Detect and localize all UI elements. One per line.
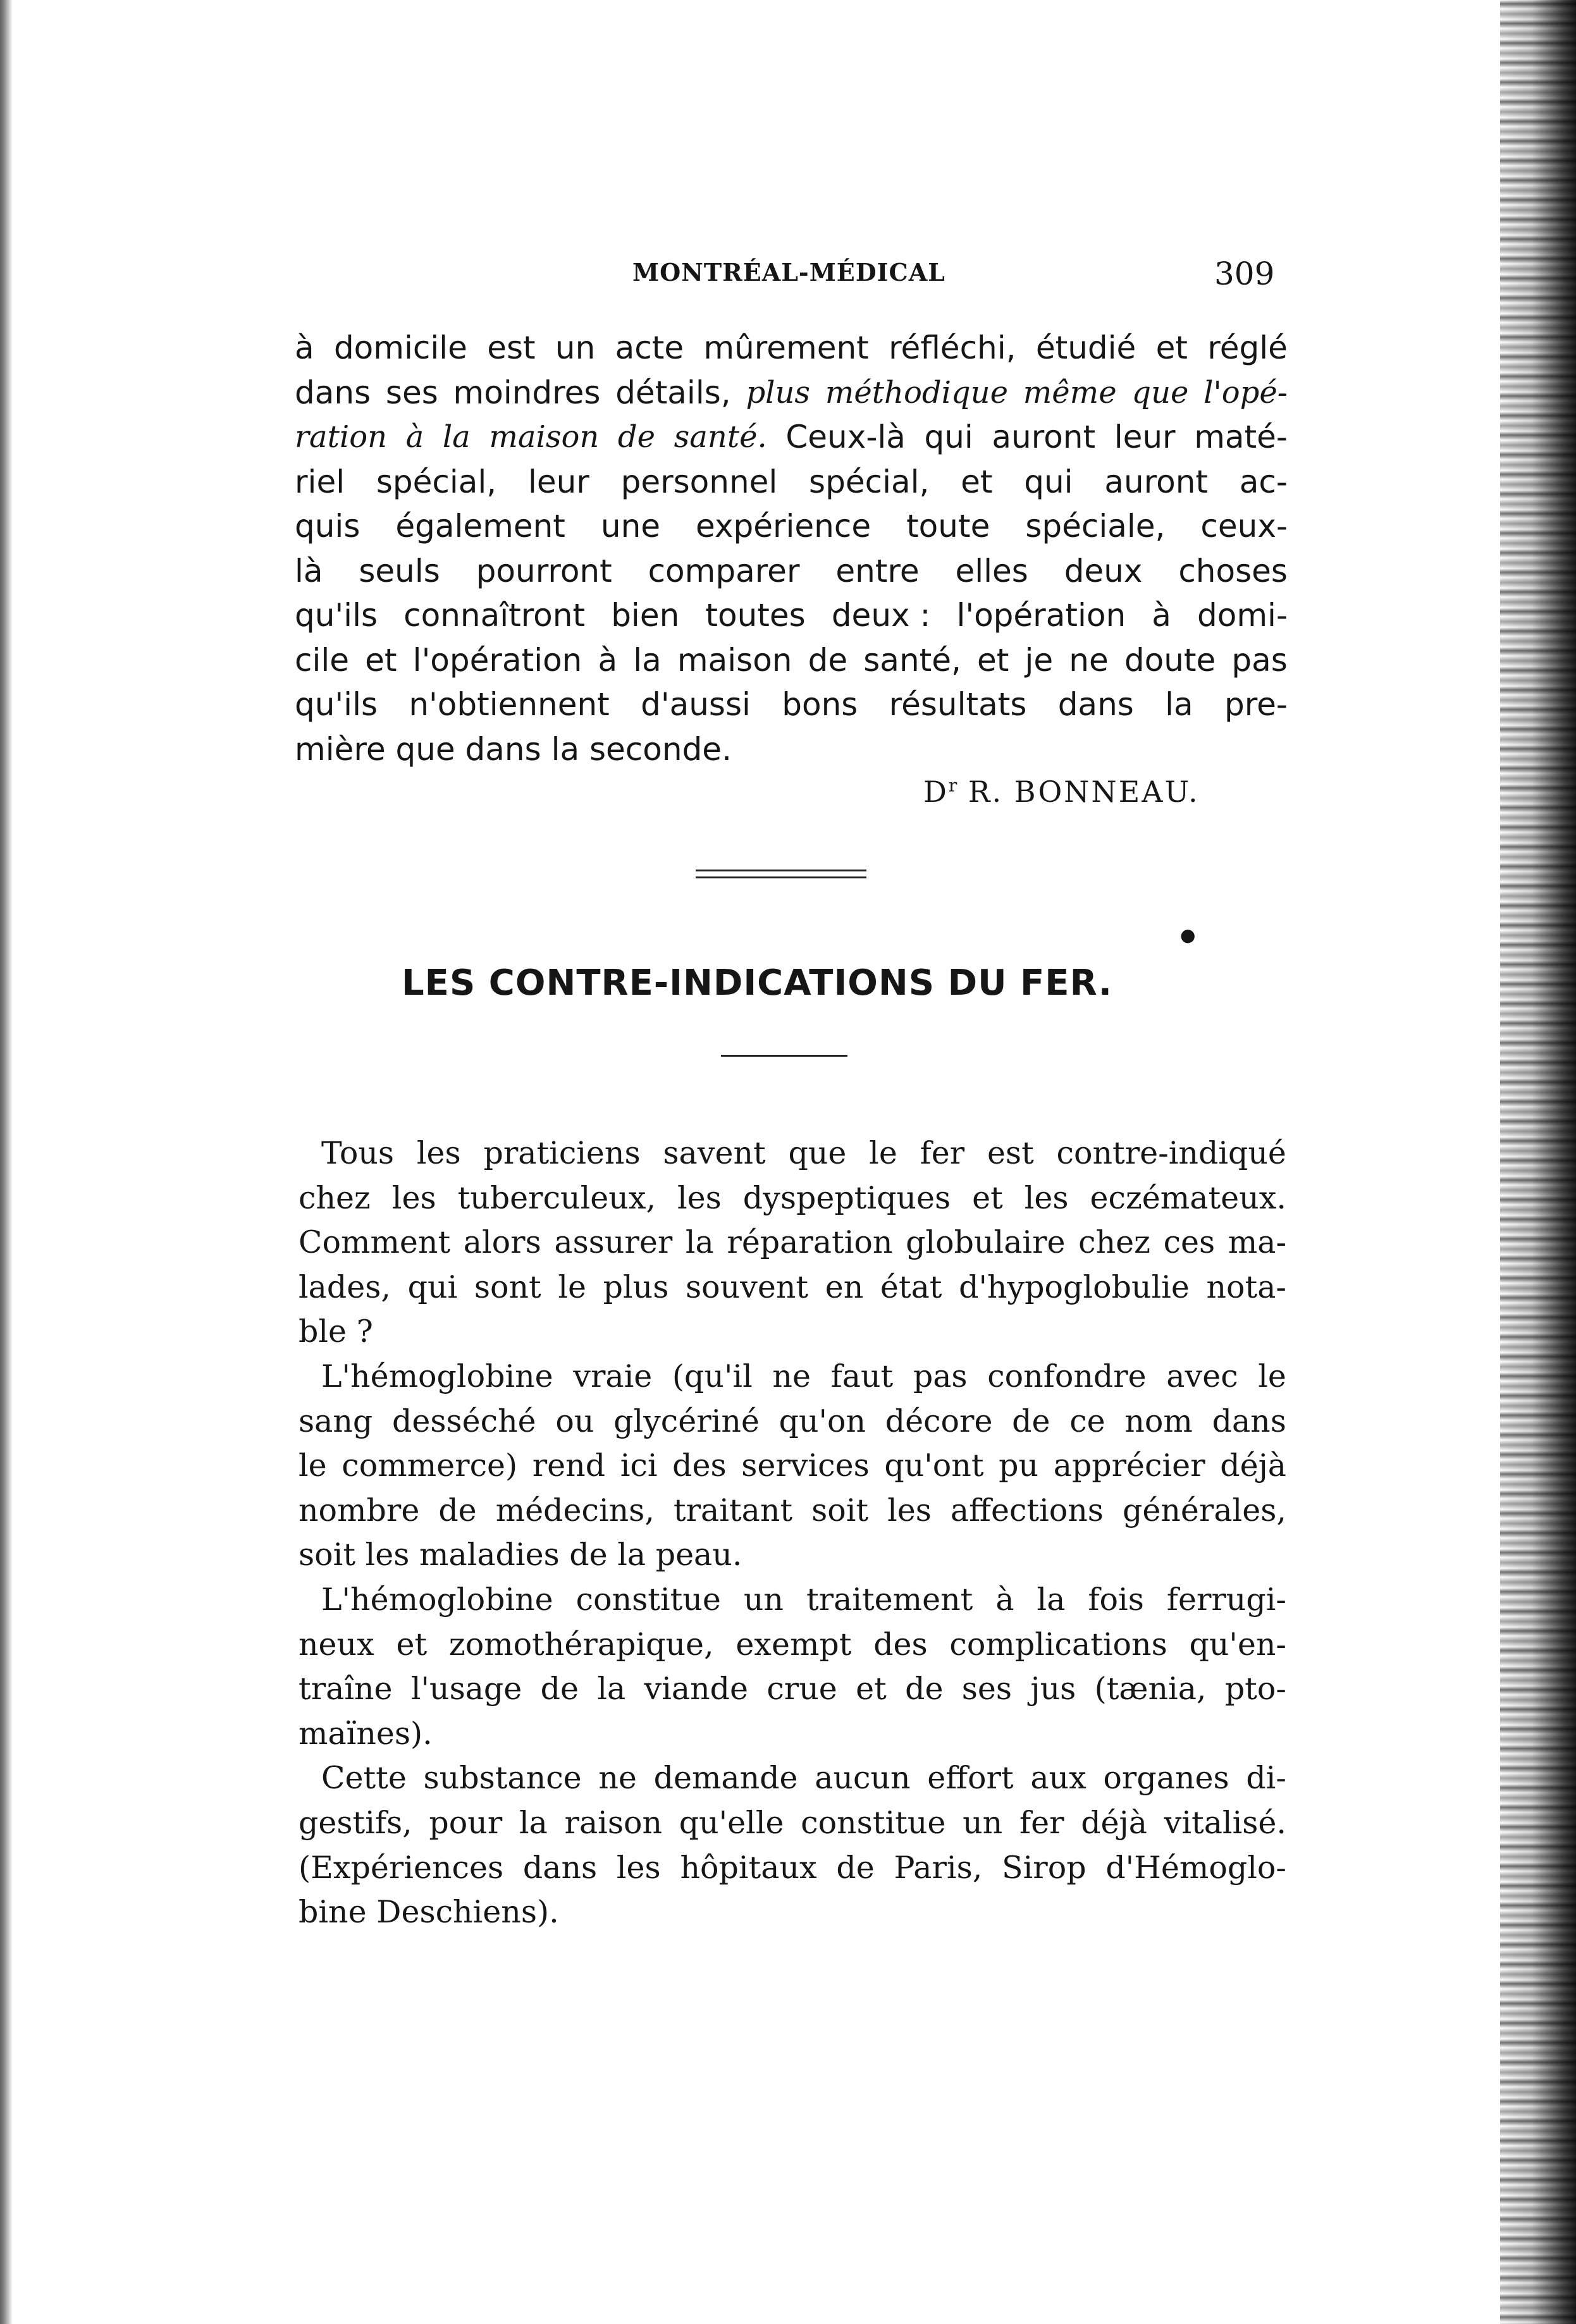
word: exempt (736, 1626, 852, 1663)
paragraph-first-line (299, 1131, 1286, 1176)
word: ferrugi- (1166, 1581, 1286, 1618)
word: zomothérapique, (448, 1626, 714, 1663)
word: les (616, 1849, 661, 1886)
word: L'hémoglobine (321, 1581, 553, 1618)
word: santé. (674, 419, 767, 455)
text-line (295, 682, 1288, 727)
author-signature (923, 775, 1200, 809)
word: choses (1178, 552, 1288, 589)
word: à (295, 329, 314, 366)
word: l'opé- (1204, 374, 1288, 410)
word: maison (677, 641, 792, 679)
word: qu'en- (1189, 1626, 1286, 1663)
word: fois (1088, 1581, 1144, 1618)
word: riel (295, 463, 345, 500)
word: réparation (727, 1224, 893, 1261)
text-line (295, 549, 1288, 594)
word: confondre (987, 1358, 1147, 1394)
word: ses (961, 1671, 1013, 1707)
word: toutes (705, 597, 806, 634)
text-line (299, 1310, 1286, 1355)
word: souvent (685, 1269, 809, 1305)
word: raison (564, 1804, 663, 1841)
word: fer (1019, 1804, 1064, 1841)
word: de (438, 1492, 477, 1528)
word: dyspeptiques (742, 1179, 951, 1216)
word: glycériné (613, 1403, 760, 1439)
word: bine Deschiens). (299, 1894, 559, 1931)
word: leur (527, 463, 589, 500)
word: avec (1166, 1358, 1238, 1394)
text-line (299, 1265, 1286, 1310)
word: plus (746, 374, 811, 410)
word: l'opération (412, 641, 582, 679)
word: je (1025, 641, 1054, 679)
word: méthodique (825, 374, 1008, 410)
word: des (873, 1626, 928, 1663)
running-head: MONTRÉAL-MÉDICAL (632, 258, 945, 286)
word: ces (1163, 1224, 1216, 1261)
text-line (299, 1846, 1286, 1891)
word: déjà (1081, 1804, 1147, 1841)
word: commerce) (342, 1448, 518, 1484)
word: des (672, 1448, 727, 1484)
word: mière que dans la seconde. (295, 730, 732, 768)
word: deux (1064, 552, 1143, 589)
word: réglé (1207, 329, 1288, 366)
text-line (299, 1712, 1286, 1757)
word: d'hypoglobulie (959, 1269, 1190, 1305)
word: deux : (831, 597, 931, 634)
word: ceux- (1200, 508, 1288, 544)
word: est (987, 1135, 1034, 1171)
signature-superscript: r (948, 775, 957, 796)
word: maté- (1194, 419, 1288, 455)
word: santé, (863, 641, 961, 679)
word: entre (835, 552, 920, 589)
word: même (1023, 374, 1117, 410)
word: la (1037, 1581, 1066, 1618)
word: Comment (299, 1224, 451, 1261)
text-line (295, 727, 1288, 772)
word: expérience (695, 508, 871, 544)
word: (tænia, (1094, 1671, 1207, 1707)
text-line (295, 415, 1288, 460)
signature-name: R. BONNEAU. (968, 775, 1200, 809)
word: sont (474, 1269, 541, 1305)
word: réfléchi, (889, 329, 1016, 366)
text-line (295, 460, 1288, 505)
word: Paris, (894, 1849, 983, 1886)
word: ration (295, 419, 388, 455)
word: dans (1212, 1403, 1286, 1439)
word: Tous (321, 1135, 395, 1171)
text-line (295, 371, 1288, 415)
word: tuberculeux, (457, 1179, 656, 1216)
word: ici (620, 1448, 658, 1484)
word: cile (295, 641, 350, 679)
word: de (617, 419, 656, 455)
word: n'obtiennent (409, 686, 610, 723)
word: faut (830, 1358, 894, 1394)
word: qui (407, 1269, 458, 1305)
word: est (487, 329, 536, 366)
word: mûrement (703, 329, 869, 366)
text-line (299, 1489, 1286, 1534)
word: et (365, 641, 397, 679)
word: et (1155, 329, 1188, 366)
word: apprécier (1053, 1448, 1205, 1484)
paragraph-first-line (299, 1578, 1286, 1623)
word: qui (1024, 463, 1073, 500)
word: seuls (359, 552, 440, 589)
text-line (295, 504, 1288, 549)
word: chez (299, 1179, 371, 1216)
paragraph-first-line (299, 1756, 1286, 1801)
word: la (442, 419, 471, 455)
word: plus (603, 1269, 669, 1305)
text-line (295, 638, 1288, 683)
word: de (1012, 1403, 1050, 1439)
word: la (519, 1804, 548, 1841)
word: pourront (476, 552, 612, 589)
word: pu (999, 1448, 1039, 1484)
word: Ceux-là (785, 419, 906, 455)
word: elles (955, 552, 1028, 589)
page-number: 309 (1214, 255, 1275, 292)
word: quis (295, 508, 360, 544)
word: neux (299, 1626, 374, 1663)
previous-article-text (295, 326, 1288, 772)
word: toute (906, 508, 990, 544)
word: à (995, 1581, 1014, 1618)
word: ne (772, 1358, 811, 1394)
word: fer (920, 1135, 965, 1171)
word: ses (385, 374, 438, 411)
word: ce (1069, 1403, 1105, 1439)
word: spéciale, (1025, 508, 1166, 544)
word: personnel (620, 463, 778, 500)
word: savent (663, 1135, 766, 1171)
word: le (869, 1135, 897, 1171)
word: un (555, 329, 596, 366)
word: qu'on (779, 1403, 866, 1439)
word: que (788, 1135, 847, 1171)
word: demande (653, 1760, 798, 1797)
word: l'opération (956, 597, 1126, 634)
word: affections (950, 1492, 1104, 1528)
word: la (685, 1224, 714, 1261)
word: moindres (453, 374, 601, 411)
word: à (1152, 597, 1171, 634)
word: ne (598, 1760, 637, 1797)
word: qu'ils (295, 597, 378, 634)
word: et (396, 1626, 428, 1663)
word: également (395, 508, 565, 544)
word: ble ? (299, 1313, 373, 1350)
word: vitalisé. (1164, 1804, 1286, 1841)
word: les (887, 1492, 932, 1528)
word: vraie (573, 1358, 653, 1394)
word: spécial, (376, 463, 497, 500)
text-line (299, 1667, 1286, 1712)
word: déjà (1220, 1448, 1286, 1484)
word: le (1258, 1358, 1286, 1394)
word: qu'ils (295, 686, 378, 723)
word: L'hémoglobine (321, 1358, 553, 1394)
word: Cette (321, 1760, 407, 1797)
word: qu'ont (884, 1448, 984, 1484)
word: étudié (1035, 329, 1136, 366)
word: hôpitaux (680, 1849, 817, 1886)
word: spécial, (809, 463, 930, 500)
word: maison (489, 419, 600, 455)
text-line (299, 1176, 1286, 1221)
word: connaîtront (403, 597, 586, 634)
text-line (299, 1533, 1286, 1578)
word: praticiens (483, 1135, 641, 1171)
word: et (972, 1179, 1003, 1216)
word: aucun (815, 1760, 911, 1797)
word: ma- (1228, 1224, 1286, 1261)
word: organes (1103, 1760, 1229, 1797)
word: gestifs, (299, 1804, 412, 1841)
word: qu'elle (679, 1804, 784, 1841)
word: de (905, 1671, 944, 1707)
word: à (598, 641, 618, 679)
word: bien (611, 597, 680, 634)
word: d'Hémoglo- (1105, 1849, 1286, 1886)
word: Sirop (1002, 1849, 1087, 1886)
word: eczémateux. (1090, 1179, 1286, 1216)
word: dans (522, 1849, 598, 1886)
word: médecins, (495, 1492, 655, 1528)
word: acte (615, 329, 684, 366)
word: ac- (1239, 463, 1288, 500)
word: lades, (299, 1269, 391, 1305)
word: effort (927, 1760, 1014, 1797)
word: les (391, 1179, 436, 1216)
word: soit les maladies de la peau. (299, 1537, 742, 1573)
word: traitement (806, 1581, 973, 1618)
word: di- (1246, 1760, 1286, 1797)
text-line (295, 593, 1288, 638)
text-line (299, 1444, 1286, 1489)
word: soit (811, 1492, 869, 1528)
word: décore (885, 1403, 993, 1439)
word: jus (1030, 1671, 1076, 1707)
word: viande (644, 1671, 749, 1707)
word: domi- (1197, 597, 1288, 634)
title-underline-rule (721, 1055, 847, 1057)
signature-prefix: D (923, 775, 949, 809)
word: pas (1231, 641, 1288, 679)
word: services (741, 1448, 870, 1484)
word: et (977, 641, 1009, 679)
word: là (295, 552, 323, 589)
word: contre-indiqué (1056, 1135, 1286, 1171)
word: à (405, 419, 424, 455)
word: desséché (391, 1403, 536, 1439)
word: la (1165, 686, 1193, 723)
word: (qu'il (672, 1358, 753, 1394)
text-line (299, 1623, 1286, 1668)
word: d'aussi (641, 686, 751, 723)
text-line (299, 1890, 1286, 1935)
word: constitue (801, 1804, 946, 1841)
word: ou (555, 1403, 594, 1439)
word: et (856, 1671, 887, 1707)
word: auront (992, 419, 1096, 455)
word: et (961, 463, 993, 500)
word: crue (766, 1671, 837, 1707)
text-line (299, 1220, 1286, 1265)
word: dans (295, 374, 371, 411)
word: un (963, 1804, 1003, 1841)
word: le (299, 1448, 327, 1484)
word: maïnes). (299, 1715, 433, 1752)
word: comparer (648, 552, 800, 589)
word: constitue (576, 1581, 721, 1618)
word: pre- (1224, 686, 1288, 723)
word: une (600, 508, 661, 544)
word: traitant (673, 1492, 793, 1528)
word: pour (429, 1804, 503, 1841)
section-divider-double-rule (696, 870, 866, 878)
word: qui (924, 419, 973, 455)
word: auront (1104, 463, 1208, 500)
word: la (633, 641, 662, 679)
word: résultats (889, 686, 1027, 723)
word: doute (1124, 641, 1216, 679)
word: les (677, 1179, 722, 1216)
word: sang (299, 1403, 373, 1439)
scan-left-edge (0, 0, 13, 2324)
article-title: LES CONTRE-INDICATIONS DU FER. (402, 962, 1112, 1004)
word: traîne (299, 1671, 393, 1707)
word: substance (423, 1760, 582, 1797)
bullet-mark: ● (1180, 925, 1196, 945)
word: de (808, 641, 848, 679)
word: la (597, 1671, 626, 1707)
word: rend (532, 1448, 606, 1484)
word: pas (913, 1358, 968, 1394)
word: aux (1030, 1760, 1087, 1797)
word: les (416, 1135, 461, 1171)
word: domicile (333, 329, 467, 366)
word: état (880, 1269, 942, 1305)
word: de (836, 1849, 875, 1886)
article-body-text (299, 1131, 1286, 1935)
paragraph-first-line (299, 1355, 1286, 1399)
word: bons (782, 686, 858, 723)
word: assurer (554, 1224, 673, 1261)
word: nota- (1206, 1269, 1286, 1305)
word: pto- (1224, 1671, 1286, 1707)
word: les (1024, 1179, 1069, 1216)
text-line (299, 1399, 1286, 1444)
text-line (299, 1801, 1286, 1846)
word: dans (1057, 686, 1134, 723)
word: chez (1078, 1224, 1150, 1261)
scan-right-edge (1500, 0, 1576, 2324)
word: générales, (1122, 1492, 1286, 1528)
word: nom (1124, 1403, 1193, 1439)
word: leur (1114, 419, 1176, 455)
word: globulaire (906, 1224, 1066, 1261)
word: (Expériences (299, 1849, 504, 1886)
word: nombre (299, 1492, 420, 1528)
word: alors (463, 1224, 541, 1261)
word: détails, (615, 374, 731, 411)
text-line (295, 326, 1288, 371)
word: en (825, 1269, 864, 1305)
word: le (558, 1269, 586, 1305)
word: de (540, 1671, 579, 1707)
word: ne (1069, 641, 1109, 679)
word: que (1131, 374, 1189, 410)
word: un (743, 1581, 784, 1618)
word: complications (949, 1626, 1167, 1663)
word: l'usage (410, 1671, 522, 1707)
